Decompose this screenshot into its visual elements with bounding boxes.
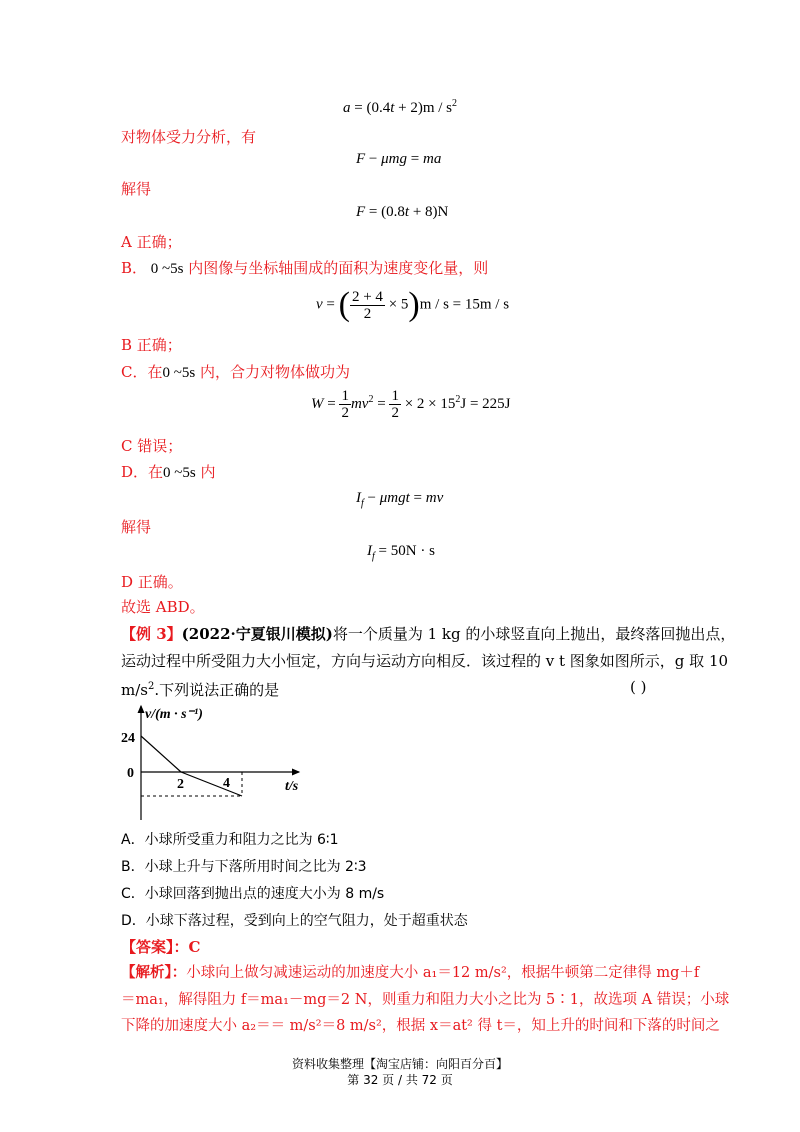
graph-ylabel: v/(m · s⁻¹) [145, 707, 203, 722]
option-a: A．小球所受重力和阻力之比为 6∶1 [121, 832, 339, 848]
text-force-analysis: 对物体受力分析，有 [121, 128, 257, 146]
velocity-line-up [141, 736, 181, 772]
text-b-correct: B 正确； [121, 336, 182, 354]
text-solve-2: 解得 [121, 518, 152, 536]
text-option-d-analysis: D．在0 ~5s 内 [121, 463, 216, 481]
graph-xlabel: t/s [285, 779, 299, 794]
answer-paren: ( ) [630, 678, 647, 696]
example-question-line-2: 运动过程中所受阻力大小恒定，方向与运动方向相反．该过程的 v t 图象如图所示，g 取 10 [121, 652, 729, 670]
analysis-line-1: 【解析】：小球向上做匀减速运动的加速度大小 a₁＝12 m/s²，根据牛顿第二定律得 mg＋f [121, 964, 700, 981]
example-question-line-3: $m/s^2$.下列说法正确的是 [121, 681, 280, 699]
equation-acceleration: $a = (0.4t + 2)m / s^2$ [343, 98, 458, 116]
equation-force: F = (0.8t + 8)N [356, 204, 449, 220]
option-b: B．小球上升与下落所用时间之比为 2∶3 [121, 859, 367, 875]
graph-ytick-24: 24 [121, 731, 135, 746]
graph-xtick-4: 4 [223, 776, 230, 791]
equation-impulse-result: $I_f = 50N \cdot s$ [367, 543, 435, 562]
equation-impulse: $I_f - \mu mgt$ = mv [356, 490, 444, 509]
text-option-c-analysis: C．在0 ~5s 内，合力对物体做功为 [121, 363, 350, 381]
text-option-b-analysis: B． 0 ~5s 内图像与坐标轴围成的面积为速度变化量，则 [121, 259, 489, 277]
footer-source: 资料收集整理【淘宝店铺：向阳百分百】 [291, 1057, 508, 1071]
example-question-line-1: 【例 3】(2022·宁夏银川模拟)将一个质量为 1 kg 的小球竖直向上抛出，最终落回抛出点， [121, 625, 736, 643]
graph-origin: 0 [127, 766, 134, 781]
text-c-wrong: C 错误； [121, 437, 183, 455]
equation-work: W = $\frac{1}{2}$ $mv^2$ = $\frac{1}{2}$ × $2 \times 15^2J = 225J$ [311, 388, 511, 421]
footer-page-number: 第 32 页 / 共 72 页 [347, 1073, 453, 1087]
answer-line: 【答案】：C [121, 938, 201, 956]
text-a-correct: A 正确； [121, 233, 182, 251]
option-c: C．小球回落到抛出点的速度大小为 8 m/s [121, 886, 385, 902]
option-d: D．小球下落过程，受到向上的空气阻力，处于超重状态 [121, 913, 468, 929]
equation-velocity: v = ( $\frac{2 + 4}{2}$ × 5)m / s = 15m / s [316, 286, 510, 323]
analysis-line-3: 下降的加速度大小 a₂＝＝ m/s²＝8 m/s²，根据 x＝at² 得 t＝，知上升的时间和下落的时间之 [121, 1018, 720, 1034]
vt-graph [121, 700, 321, 825]
equation-newton: F − μmg = ma [356, 151, 442, 167]
text-d-correct: D 正确。 [121, 573, 183, 591]
velocity-line-down [181, 772, 242, 796]
graph-xtick-2: 2 [177, 777, 184, 792]
analysis-line-2: ＝ma₁，解得阻力 f＝ma₁－mg＝2 N，则重力和阻力大小之比为 5∶1，故选项 A 错误；小球 [121, 992, 730, 1008]
text-choose-answer: 故选 ABD。 [121, 598, 205, 616]
text-solve-1: 解得 [121, 180, 152, 198]
